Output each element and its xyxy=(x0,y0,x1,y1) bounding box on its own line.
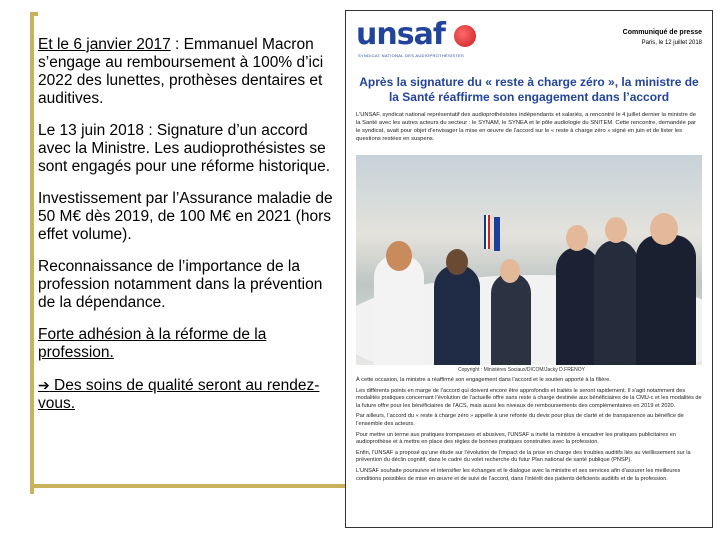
person xyxy=(491,273,531,365)
paragraph-soins: ➔ Des soins de qualité seront au rendez-vous. xyxy=(38,377,320,412)
decor-vertical-line xyxy=(30,12,34,494)
press-release-headline: Après la signature du « reste à charge zéro », la ministre de la Santé réaffirme son engagement dans l’accord xyxy=(359,75,699,104)
paragraph-macron: Et le 6 janvier 2017 : Emmanuel Macron s’engage au remboursement à 100% d’ici 2022 des lunettes, prothèses dentaires et auditives. xyxy=(38,36,324,107)
logo-seal-icon xyxy=(454,25,476,47)
meeting-photo xyxy=(356,155,702,365)
person-head xyxy=(650,213,678,245)
person-head xyxy=(605,217,627,243)
decor-top-tick xyxy=(30,12,38,16)
flag-icon xyxy=(484,215,490,249)
body-paragraph: Par ailleurs, l’accord du « reste à charge zéro » appelle à une refonte du devis pour plus de clarté et de transparence au bénéfice de l’ensemble des acteurs. xyxy=(356,413,684,427)
person-head xyxy=(446,249,468,275)
person-head xyxy=(500,259,520,283)
decor-horizontal-line xyxy=(30,484,348,488)
press-release-intro: L’UNSAF, syndicat national représentatif des audioprothésistes indépendants et salariés, a rencontré le 4 juillet dernier la ministre de la Santé avec les autres acteurs du secteur : le SYNAM, le SYNEA et le pôle audiologie du SNITEM. Cette rencontre, demandée par le syndicat, avait pour objet d’envisager la mise en œuvre de l’accord sur le « reste à charge zéro » signé en juin et de lister les questions restées en suspens. xyxy=(356,112,696,142)
press-release-label: Communiqué de presse xyxy=(622,29,702,36)
body-paragraph: À cette occasion, la ministre a réaffirmé son engagement dans l’accord et le soutien apporté à la filière. xyxy=(356,377,611,383)
person-head xyxy=(386,241,412,271)
paragraph-adhesion: Forte adhésion à la réforme de la profession. xyxy=(38,326,267,361)
paragraph-investissement: Investissement par l’Assurance maladie de 50 M€ dès 2019, de 100 M€ en 2021 (hors effet volume). xyxy=(38,190,333,243)
eu-flag-icon xyxy=(494,217,500,251)
person xyxy=(374,255,424,365)
body-paragraph: Pour mettre un terme aux pratiques trompeuses et abusives, l’UNSAF a invité la ministre à encadrer les pratiques publicitaires en audioprothèse et à mettre en place des règles de bonnes pratiques construites avec la profession. xyxy=(356,431,676,446)
paragraph-reconnaissance: Reconnaissance de l’importance de la profession notamment dans la prévention de la dépendance. xyxy=(38,258,323,311)
body-paragraph: L’UNSAF souhaite poursuivre et intensifier les échanges et le dialogue avec la ministre et ses services afin d’assurer les meilleures conditions possibles de mise en œuvre et de suivi de l’accord, dans l’intérêt des patients déficients auditifs et de la profession. xyxy=(356,467,681,482)
press-release-body xyxy=(356,377,702,486)
press-release-image xyxy=(345,10,713,528)
paragraph-accord: Le 13 juin 2018 : Signature d’un accord avec la Ministre. Les audioprothésistes se sont engagés pour une réforme historique. xyxy=(38,122,331,175)
person xyxy=(434,265,480,365)
photo-caption: Copyright : Ministères Sociaux/DICOM/Jacky D.FRENOY xyxy=(458,367,585,373)
body-paragraph: Les différents points en marge de l’accord qui doivent encore être approfondis et traités le seront rapidement. Il s’agit notamment des modalités pratiques concernant l’évolution de l’actuelle offre sans reste à charge destinée aux bénéficiaires de la CMU-c et les modalités de la future offre pour les bénéficiaires de l’ACS, mais aussi les niveaux de remboursements des complémentaires en 2019 et 2020. xyxy=(356,387,702,409)
unsaf-logo: unsaf xyxy=(356,17,445,52)
arrow-right-icon: ➔ xyxy=(38,377,50,393)
press-release-date: Paris, le 12 juillet 2018 xyxy=(641,40,702,46)
logo-subtitle: SYNDICAT NATIONAL DES AUDIOPROTHÉSISTES xyxy=(358,53,465,58)
person-head xyxy=(566,225,588,251)
person xyxy=(594,240,638,365)
date-2017: Et le 6 janvier 2017 xyxy=(38,36,171,53)
slide-text xyxy=(38,36,338,427)
body-paragraph: Enfin, l’UNSAF a proposé qu’une étude sur l’évolution de l’impact de la prise en charge des troubles auditifs liés au vieillissement sur la prévention du déclin cognitif, dans le cadre du volet recherche du futur Plan national de santé publique (PNSP). xyxy=(356,449,691,464)
person xyxy=(636,235,696,365)
